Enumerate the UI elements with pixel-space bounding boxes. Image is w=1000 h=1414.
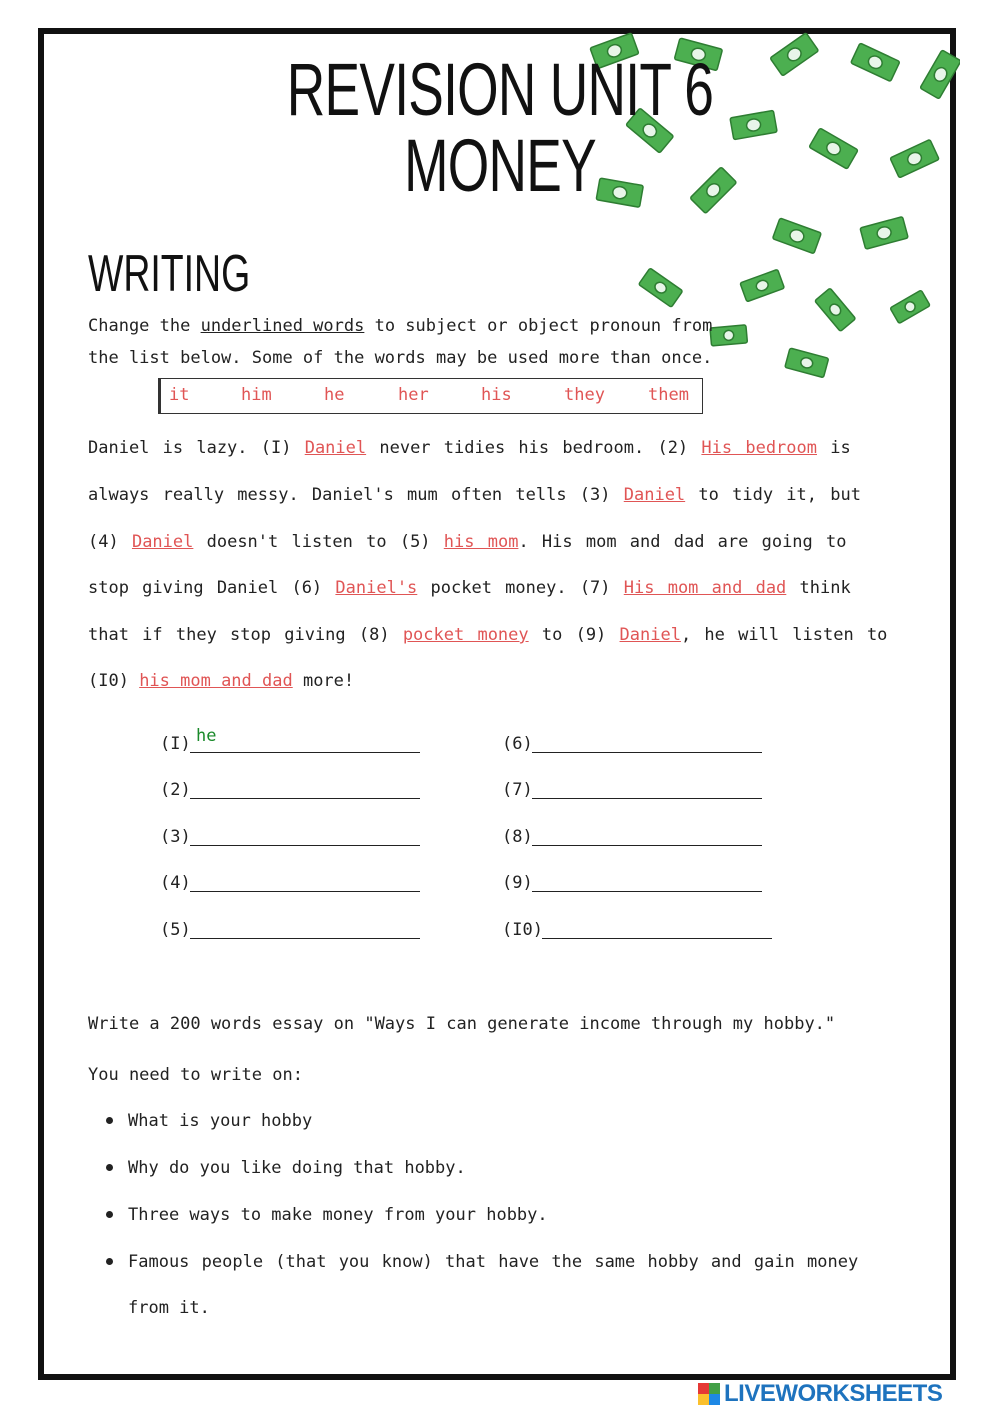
answer-input-9[interactable] xyxy=(532,891,762,892)
page-title: REVISION UNIT 6 xyxy=(286,48,714,131)
answer-input-10[interactable] xyxy=(542,938,772,939)
answer-label: (2) xyxy=(160,780,191,800)
essay-bullet: Famous people (that you know) that have the same hobby and gain money xyxy=(128,1252,859,1272)
answer-input-6[interactable] xyxy=(532,752,762,753)
answer-label: (I) xyxy=(160,734,191,754)
passage-line: always really messy. Daniel's mum often tells (3) Daniel to tidy it, but xyxy=(88,485,861,505)
answer-label: (7) xyxy=(502,780,533,800)
word-option: her xyxy=(398,385,429,405)
word-option: them xyxy=(648,385,689,405)
bullet-dot xyxy=(106,1258,113,1265)
section-heading: WRITING xyxy=(88,245,251,303)
answer-input-2[interactable] xyxy=(190,798,420,799)
answer-label: (8) xyxy=(502,827,533,847)
answer-input-4[interactable] xyxy=(190,891,420,892)
answer-input-5[interactable] xyxy=(190,938,420,939)
answer-input-3[interactable] xyxy=(190,845,420,846)
word-list-box xyxy=(158,378,703,414)
passage-line: (4) Daniel doesn't listen to (5) his mom. His mom and dad are going to xyxy=(88,532,847,552)
answer-label: (3) xyxy=(160,827,191,847)
answer-label: (6) xyxy=(502,734,533,754)
essay-lead: You need to write on: xyxy=(88,1065,303,1085)
essay-bullet: Why do you like doing that hobby. xyxy=(128,1158,466,1178)
essay-bullet: Three ways to make money from your hobby. xyxy=(128,1205,548,1225)
passage-line: stop giving Daniel (6) Daniel's pocket money. (7) His mom and dad think xyxy=(88,578,851,598)
passage-line: that if they stop giving (8) pocket money to (9) Daniel, he will listen to xyxy=(88,625,888,645)
word-option: they xyxy=(564,385,605,405)
passage-line: (I0) his mom and dad more! xyxy=(88,671,355,691)
liveworksheets-logo-icon xyxy=(698,1383,720,1405)
word-option: it xyxy=(169,385,190,405)
essay-prompt: Write a 200 words essay on "Ways I can generate income through my hobby." xyxy=(88,1014,836,1034)
answer-label: (I0) xyxy=(502,920,543,940)
word-option: he xyxy=(324,385,345,405)
word-option: his xyxy=(481,385,512,405)
essay-bullet: What is your hobby xyxy=(128,1111,313,1131)
bullet-dot xyxy=(106,1117,113,1124)
answer-value-1[interactable]: he xyxy=(196,726,217,746)
answer-label: (4) xyxy=(160,873,191,893)
essay-bullet-continued: from it. xyxy=(128,1298,210,1318)
answer-input-8[interactable] xyxy=(532,845,762,846)
bullet-dot xyxy=(106,1164,113,1171)
brand-name: LIVEWORKSHEETS xyxy=(724,1380,943,1407)
instructions-line-1: Change the underlined words to subject or object pronoun from xyxy=(88,316,713,336)
bullet-dot xyxy=(106,1211,113,1218)
passage-line: Daniel is lazy. (I) Daniel never tidies his bedroom. (2) His bedroom is xyxy=(88,438,851,458)
answer-input-1[interactable] xyxy=(190,752,420,753)
answer-input-7[interactable] xyxy=(532,798,762,799)
liveworksheets-logo[interactable] xyxy=(698,1382,942,1406)
word-option: him xyxy=(241,385,272,405)
page-subtitle: MONEY xyxy=(404,124,596,207)
answer-label: (9) xyxy=(502,873,533,893)
answer-label: (5) xyxy=(160,920,191,940)
instructions-line-2: the list below. Some of the words may be used more than once. xyxy=(88,348,713,368)
